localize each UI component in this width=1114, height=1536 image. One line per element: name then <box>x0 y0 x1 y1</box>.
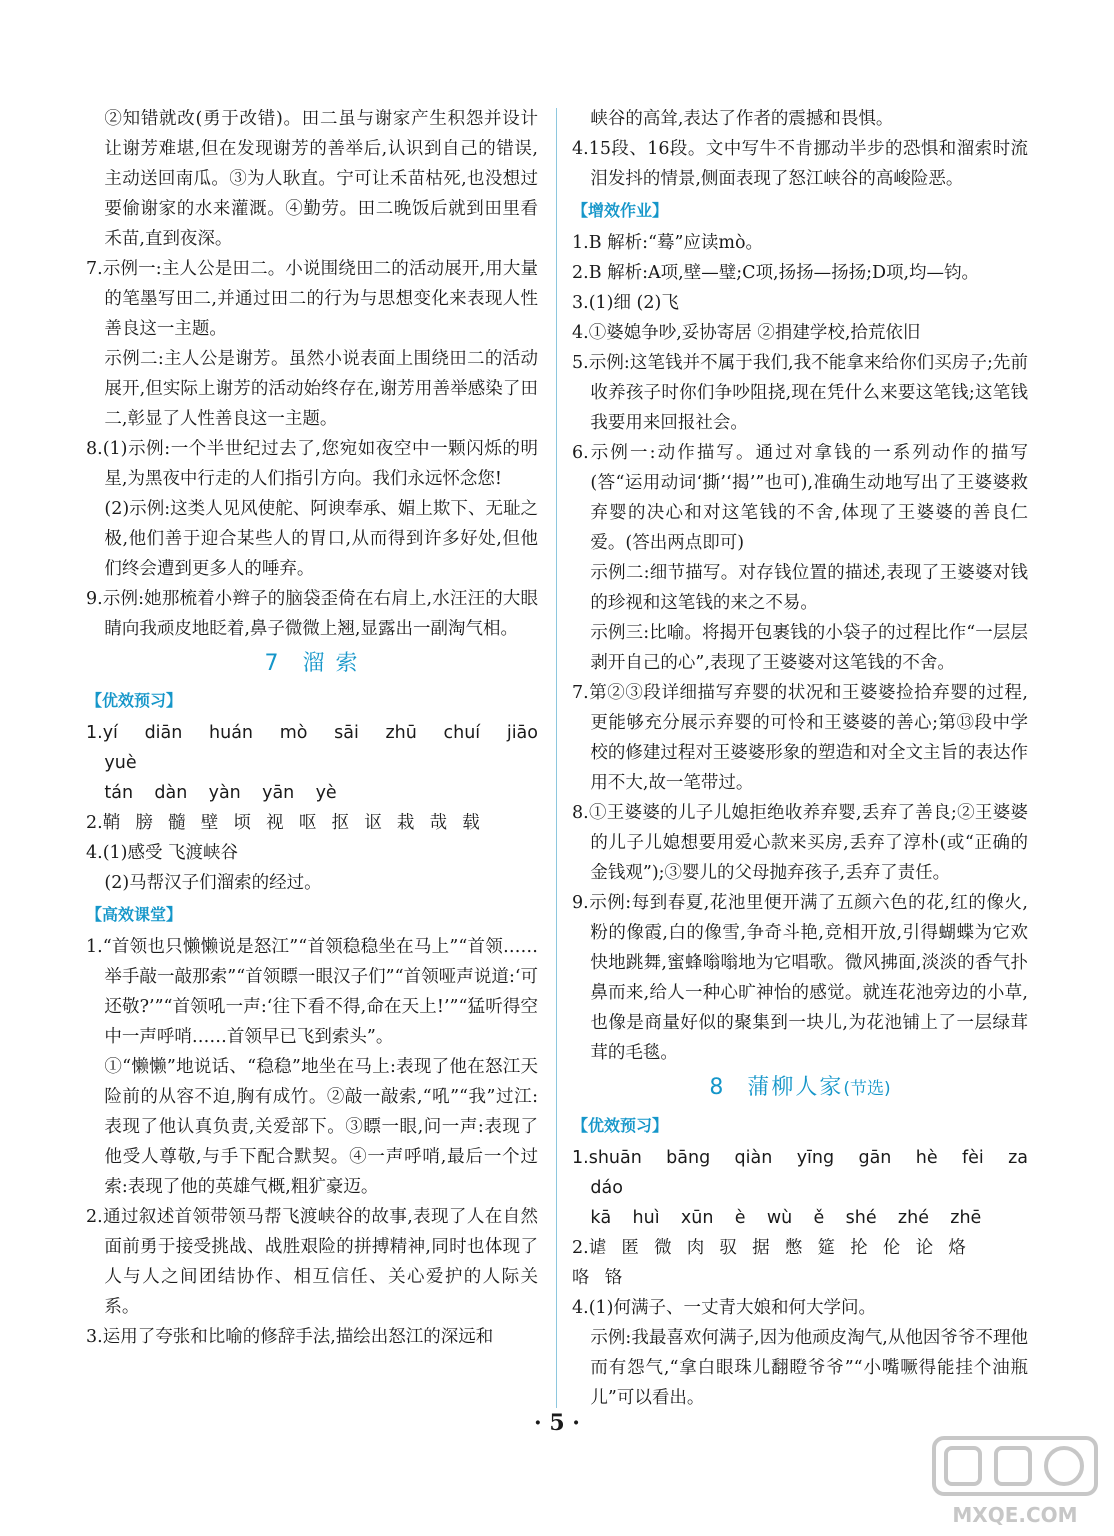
answer-k3-continued: 峡谷的高耸,表达了作者的震撼和畏惧。 <box>590 109 894 129</box>
section-tag-class: 【高效课堂】 <box>86 905 183 924</box>
right-column <box>572 104 1028 1413</box>
answer-h6-example2: 示例二:细节描写。对存钱位置的描述,表现了王婆婆对钱的珍视和这笔钱的来之不易。 <box>590 563 1028 613</box>
watermark-logo <box>930 1434 1100 1530</box>
answer-h8: 8.①王婆婆的儿子儿媳拒绝收养弃婴,丢弃了善良;②王婆婆的儿子儿媳想要用爱心款来买房,丢弃了淳朴(或“正确的金钱观”);③婴儿的父母抛弃孩子,丢弃了责任。 <box>572 803 1028 883</box>
lesson-number: 7 <box>264 651 281 676</box>
answer-h6-example3: 示例三:比喻。将揭开包裹钱的小袋子的过程比作“一层层剥开自己的心”,表现了王婆婆对这笔钱的不舍。 <box>590 623 1028 673</box>
lesson-subtitle: (节选) <box>843 1079 891 1099</box>
answer-q8-part2: (2)示例:这类人见风使舵、阿谀奉承、媚上欺下、无耻之极,他们善于迎合某些人的胃口,从而得到许多好处,但他们终会遭到更多人的唾弃。 <box>104 499 538 579</box>
answer-h2: 2.B 解析:A项,壁—璧;C项,扬扬—扬扬;D项,均—钧。 <box>572 263 980 283</box>
section-tag-homework: 【增效作业】 <box>572 201 669 220</box>
answer-q8: 8.(1)示例:一个半世纪过去了,您宛如夜空中一颗闪烁的明星,为黑夜中行走的人们指引方向。我们永远怀念您! <box>86 439 538 489</box>
answer-k1: 1.“首领也只懒懒说是怒江”“首领稳稳坐在马上”“首领……举手敲一敲那索”“首领瞟一眼汉子们”“首领哑声说道:‘可还敬?’”“首领吼一声:‘往下看不得,命在天上!’”“猛听得空中一声呼哨……首领早已飞到索头”。 <box>86 937 538 1047</box>
lesson-number: 8 <box>709 1075 726 1100</box>
answer-paragraph: ②知错就改(勇于改错)。田二虽与谢家产生积怨并设计让谢芳难堪,但在发现谢芳的善举后,认识到自己的错误,主动送回南瓜。③为人耿直。宁可让禾苗枯死,也没想过要偷谢家的水来灌溉。④勤劳。田二晚饭后就到田里看禾苗,直到夜深。 <box>104 109 538 249</box>
pinyin-line-1: 1.shuān bāng qiàn yīng gān hè fèi za dáo <box>572 1148 1028 1198</box>
answer-q4-part1: 4.(1)感受 飞渡峡谷 <box>86 843 239 863</box>
lesson-8-heading <box>572 1068 1028 1109</box>
lesson-title: 溜 索 <box>302 651 360 676</box>
column-divider <box>556 108 557 1408</box>
pinyin-line-2: tán dàn yàn yān yè <box>104 783 337 803</box>
answer-pinyin <box>86 718 538 808</box>
lesson-title: 蒲柳人家 <box>747 1075 844 1100</box>
answer-characters: 2.谑 匿 微 肉 驭 据 憋 筵 抡 伦 论 烙 <box>572 1238 966 1258</box>
answer-characters: 2.鞘 膀 髓 壁 顷 视 呕 抠 讴 栽 哉 载 <box>86 813 480 833</box>
answer-h6: 6.示例一:动作描写。通过对拿钱的一系列动作的描写(答“运用动词‘撕’‘揭’”也可),准确生动地写出了王婆婆救弃婴的决心和对这笔钱的不舍,体现了王婆婆的善良仁爱。(答出两点即可) <box>572 443 1028 553</box>
answer-q7: 7.示例一:主人公是田二。小说围绕田二的活动展开,用大量的笔墨写田二,并通过田二的行为与思想变化来表现人性善良这一主题。 <box>86 259 538 339</box>
answer-k3: 3.运用了夸张和比喻的修辞手法,描绘出怒江的深远和 <box>86 1327 494 1347</box>
answer-k1-analysis: ①“懒懒”地说话、“稳稳”地坐在马上:表现了他在怒江天险前的从容不迫,胸有成竹。②敲一敲索,“吼”“我”过江:表现了他认真负责,关爱部下。③瞟一眼,问一声:表现了他受人尊敬,与手下配合默契。④一声呼哨,最后一个过索:表现了他的英雄气概,粗犷豪迈。 <box>104 1057 538 1197</box>
answer-q4-part2: (2)马帮汉子们溜索的经过。 <box>104 873 322 893</box>
lesson-7-heading <box>86 644 538 684</box>
answer-q4-example: 示例:我最喜欢何满子,因为他顽皮淘气,从他因爷爷不理他而有怨气,“拿白眼珠儿翻瞪爷爷”“小嘴噘得能挂个油瓶儿”可以看出。 <box>590 1328 1028 1408</box>
answer-q4: 4.(1)何满子、一丈青大娘和何大学问。 <box>572 1298 876 1318</box>
answer-q7-example2: 示例二:主人公是谢芳。虽然小说表面上围绕田二的活动展开,但实际上谢芳的活动始终存在,谢芳用善举感染了田二,彰显了人性善良这一主题。 <box>104 349 538 429</box>
answer-pinyin <box>572 1143 1028 1233</box>
left-column <box>86 104 538 1352</box>
answer-q9: 9.示例:她那梳着小辫子的脑袋歪倚在右肩上,水汪汪的大眼睛向我顽皮地眨着,鼻子微微上翘,显露出一副淘气相。 <box>86 589 538 639</box>
answer-characters-line2: 咯 铬 <box>572 1268 623 1288</box>
page-number: · 5 · <box>534 1410 580 1436</box>
answer-h4: 4.①婆媳争吵,妥协寄居 ②捐建学校,拾荒依旧 <box>572 323 921 343</box>
section-tag-preview: 【优效预习】 <box>572 1116 669 1135</box>
answer-k2: 2.通过叙述首领带领马帮飞渡峡谷的故事,表现了人在自然面前勇于接受挑战、战胜艰险的拼搏精神,同时也体现了人与人之间团结协作、相互信任、关心爱护的人际关系。 <box>86 1207 538 1317</box>
section-tag-preview: 【优效预习】 <box>86 691 183 710</box>
watermark-text: MXQE.COM <box>952 1503 1078 1527</box>
pinyin-line-1: 1.yí diān huán mò sāi zhū chuí jiāo yuè <box>86 723 538 773</box>
pinyin-line-2: kā huì xūn è wù ě shé zhé zhē <box>590 1208 982 1228</box>
answer-k4: 4.15段、16段。文中写牛不肯挪动半步的恐惧和溜索时流泪发抖的情景,侧面表现了怒江峡谷的高峻险恶。 <box>572 139 1028 189</box>
answer-h1: 1.B 解析:“蓦”应读mò。 <box>572 233 764 253</box>
answer-h5: 5.示例:这笔钱并不属于我们,我不能拿来给你们买房子;先前收养孩子时你们争吵阻挠,现在凭什么来要这笔钱;这笔钱我要用来回报社会。 <box>572 353 1028 433</box>
answer-h7: 7.第②③段详细描写弃婴的状况和王婆婆捡拾弃婴的过程,更能够充分展示弃婴的可怜和王婆婆的善心;第⑬段中学校的修建过程对王婆婆形象的塑造和对全文主旨的表达作用不大,故一笔带过。 <box>572 683 1028 793</box>
answer-h3: 3.(1)细 (2)飞 <box>572 293 679 313</box>
answer-h9: 9.示例:每到春夏,花池里便开满了五颜六色的花,红的像火,粉的像霞,白的像雪,争奇斗艳,竞相开放,引得蝴蝶为它欢快地跳舞,蜜蜂嗡嗡地为它唱歌。微风拂面,淡淡的香气扑鼻而来,给人一种心旷神怡的感觉。就连花池旁边的小草,也像是商量好似的聚集到一块儿,为花池铺上了一层绿茸茸的毛毯。 <box>572 893 1028 1063</box>
